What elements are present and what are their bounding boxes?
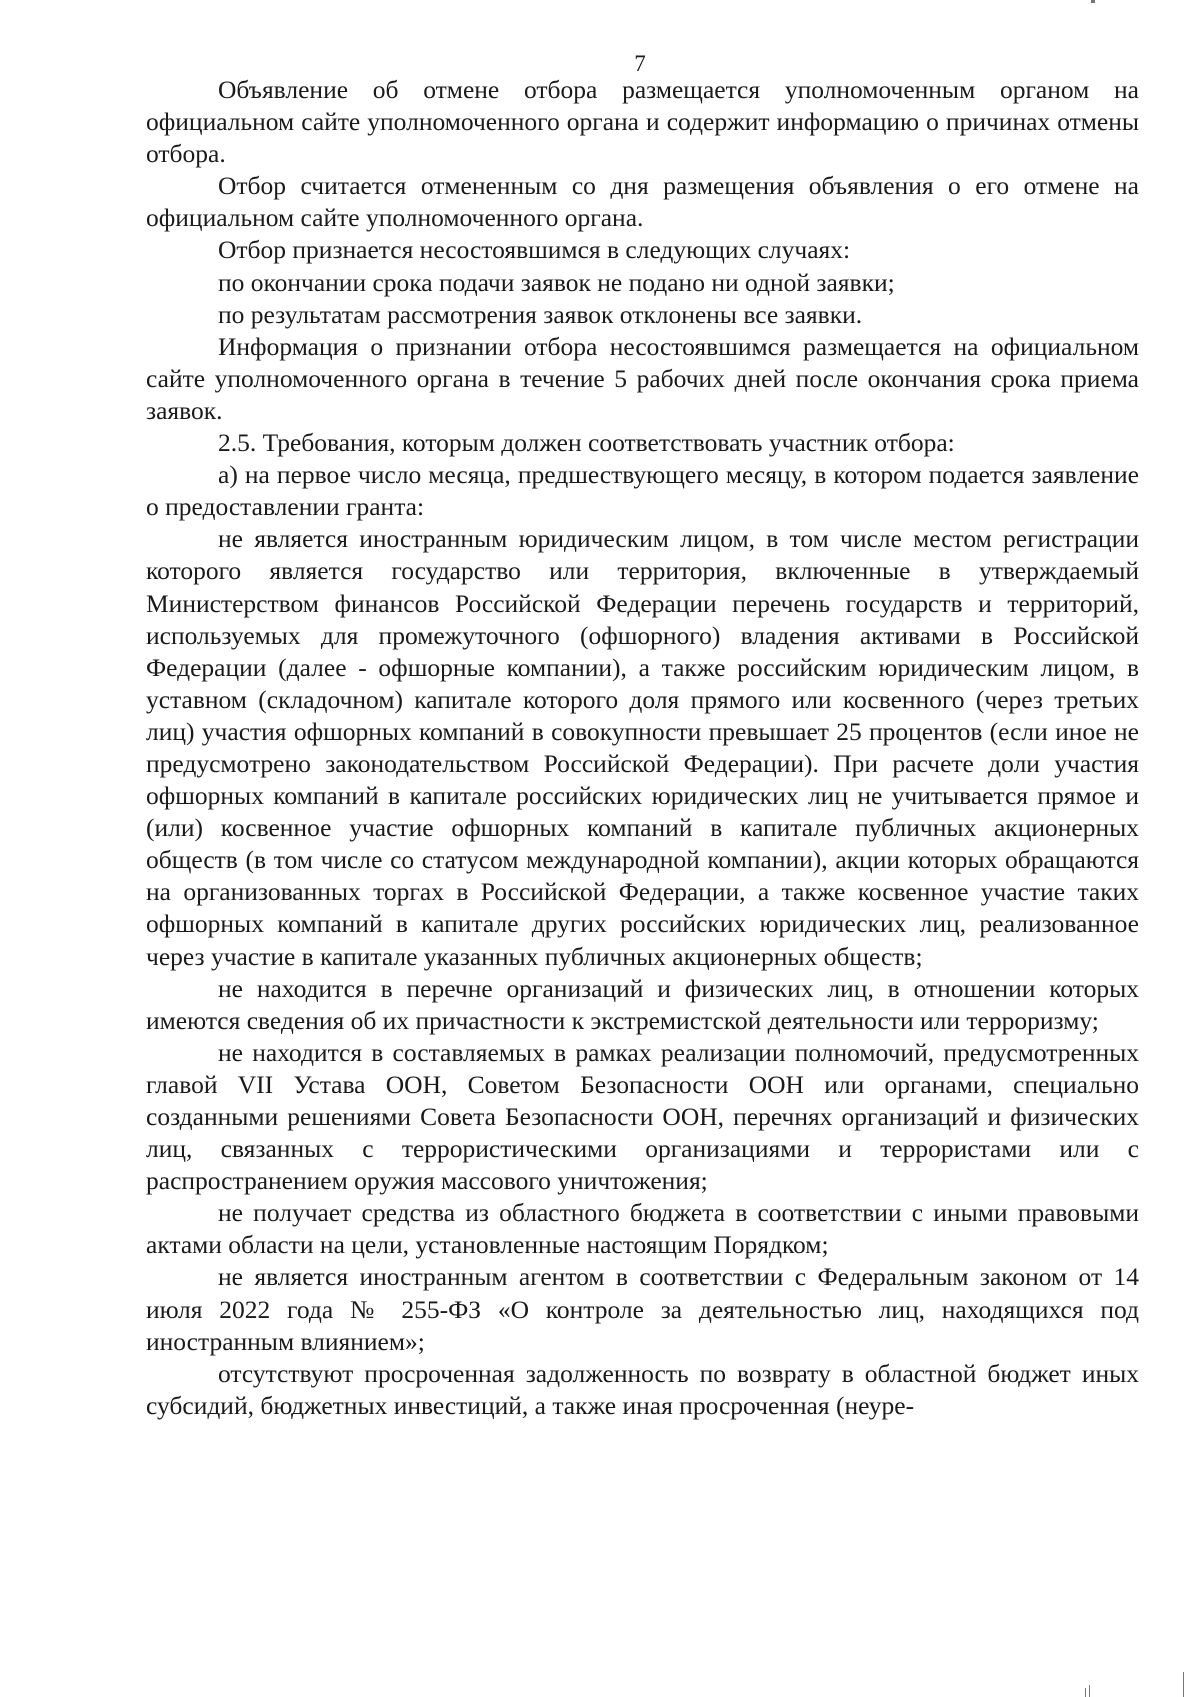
paragraph: Отбор признается несостоявшимся в следующих случаях:	[218, 235, 851, 265]
scan-artifact-mark	[1085, 1688, 1086, 1697]
paragraph: не находится в составляемых в рамках реализации полномочий, предусмотренных главой VII Устава ООН, Советом Безопасности ООН или органами, специально созданными решениями Совета Безопасности ООН, перечнях организаций и физических лиц, связанных с террористическими организациями и террористами или с распространением оружия массового уничтожения;	[146, 1037, 1139, 1196]
paragraph: не получает средства из областного бюджета в соответствии с иными правовыми актами области на цели, установленные настоящим Порядком;	[146, 1198, 1139, 1260]
scan-artifact-mark	[1183, 1672, 1184, 1697]
paragraph: не является иностранным юридическим лицом, в том числе местом регистрации которого является государство или территория, включенные в утверждаемый Министерством финансов Российской Федерации перечень государств и территорий, используемых для промежуточного (офшорного) владения активами в Российской Федерации (далее - офшорные компании), а также российским юридическим лицом, в уставном (складочном) капитале которого доля прямого или косвенного (через третьих лиц) участия офшорных компаний в совокупности превышает 25 процентов (если иное не предусмотрено законодательством Российской Федерации). При расчете доли участия офшорных компаний в капитале российских юридических лиц не учитывается прямое и (или) косвенное участие офшорных компаний в капитале публичных акционерных обществ (в том числе со статусом международной компании), акции которых обращаются на организованных торгах в Российской Федерации, а также косвенное участие таких офшорных компаний в капитале других российских юридических лиц, реализованное через участие в капитале указанных публичных акционерных обществ;	[146, 524, 1139, 971]
scan-artifact-mark	[1091, 0, 1095, 3]
paragraph: Объявление об отмене отбора размещается уполномоченным органом на официальном сайте уполномоченного органа и содержит информацию о причинах отмены отбора.	[146, 75, 1139, 169]
scan-artifact-mark	[1089, 1685, 1090, 1697]
paragraph: Информация о признании отбора несостоявшимся размещается на официальном сайте уполномоченного органа в течение 5 рабочих дней после окончания срока приема заявок.	[146, 331, 1139, 425]
page-number: 7	[634, 51, 646, 76]
paragraph: отсутствуют просроченная задолженность по возврату в областной бюджет иных субсидий, бюджетных инвестиций, а также иная просроченная (неуре-	[146, 1358, 1139, 1420]
paragraph: по окончании срока подачи заявок не подано ни одной заявки;	[218, 267, 895, 297]
paragraph: Отбор считается отмененным со дня размещения объявления о его отмене на официальном сайте уполномоченного органа.	[146, 171, 1139, 233]
paragraph: не является иностранным агентом в соответствии с Федеральным законом от 14 июля 2022 года № 255-ФЗ «О контроле за деятельностью лиц, находящихся под иностранным влиянием»;	[146, 1262, 1139, 1356]
paragraph: не находится в перечне организаций и физических лиц, в отношении которых имеются сведения об их причастности к экстремистской деятельности или терроризму;	[146, 973, 1139, 1035]
document-body	[146, 74, 1139, 1422]
paragraph: 2.5. Требования, которым должен соответствовать участник отбора:	[218, 428, 955, 458]
paragraph: по результатам рассмотрения заявок отклонены все заявки.	[218, 299, 863, 329]
paragraph: а) на первое число месяца, предшествующего месяцу, в котором подается заявление о предоставлении гранта:	[146, 460, 1139, 522]
